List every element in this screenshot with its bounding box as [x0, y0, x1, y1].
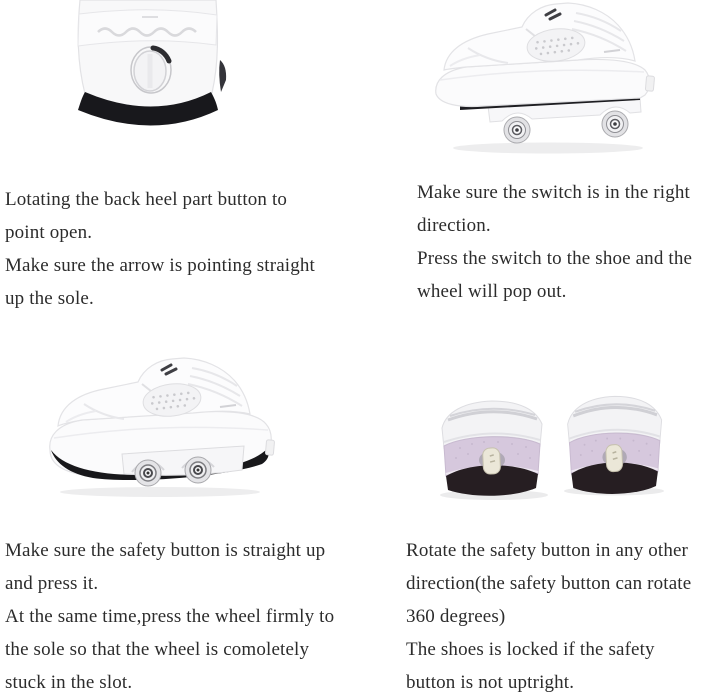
instruction-step1 — [5, 183, 370, 315]
edge-shadow — [219, 60, 226, 92]
photo-heels-safety-buttons — [436, 390, 676, 504]
heel-back-illustration — [60, 0, 245, 140]
shadow — [60, 487, 260, 497]
rear-wheel-icon — [185, 457, 211, 483]
instruction-step3 — [5, 534, 400, 699]
heel-strip — [78, 10, 217, 46]
instruction-line: the sole so that the wheel is comoletely — [5, 639, 310, 660]
front-wheel-icon — [504, 117, 530, 143]
instruction-line: Make sure the arrow is pointing straight — [5, 255, 315, 276]
instruction-line: 360 degrees) — [406, 606, 506, 627]
instruction-line: stuck in the slot. — [5, 672, 133, 693]
instruction-step4 — [406, 534, 718, 699]
instruction-line: point open. — [5, 222, 93, 243]
instruction-line: Make sure the switch is in the right — [417, 182, 690, 203]
rear-wheel-icon — [602, 111, 628, 137]
instruction-line: Lotating the back heel part button to — [5, 189, 288, 210]
heel-pair-illustration — [436, 390, 676, 504]
photo-shoe-wheels-retracted — [38, 354, 296, 500]
instruction-line: At the same time,press the wheel firmly to — [5, 606, 335, 627]
instruction-line: Press the switch to the shoe and the — [417, 248, 693, 269]
front-wheel-icon — [135, 460, 161, 486]
switch-tab-icon — [645, 76, 654, 92]
instruction-line: The shoes is locked if the safety — [406, 639, 655, 660]
skate-shoe-retracted-illustration — [38, 354, 296, 500]
instruction-step2 — [417, 176, 717, 308]
photo-heel-back-button — [60, 0, 245, 140]
photo-shoe-wheels-out — [428, 0, 662, 156]
instruction-line: and press it. — [5, 573, 99, 594]
skate-shoe-illustration — [428, 0, 662, 156]
heel-with-safety-button — [568, 396, 662, 494]
shadow — [453, 143, 643, 154]
instruction-line: direction(the safety button can rotate — [406, 573, 692, 594]
heel-with-safety-button — [442, 401, 542, 496]
instruction-line: Make sure the safety button is straight up — [5, 540, 326, 561]
instruction-line: Rotate the safety button in any other — [406, 540, 689, 561]
switch-tab-icon — [265, 440, 274, 456]
instruction-line: up the sole. — [5, 288, 94, 309]
instruction-line: button is not uptright. — [406, 672, 575, 693]
instruction-line: direction. — [417, 215, 491, 236]
instruction-line: wheel will pop out. — [417, 281, 567, 302]
safety-button-icon — [482, 448, 500, 475]
